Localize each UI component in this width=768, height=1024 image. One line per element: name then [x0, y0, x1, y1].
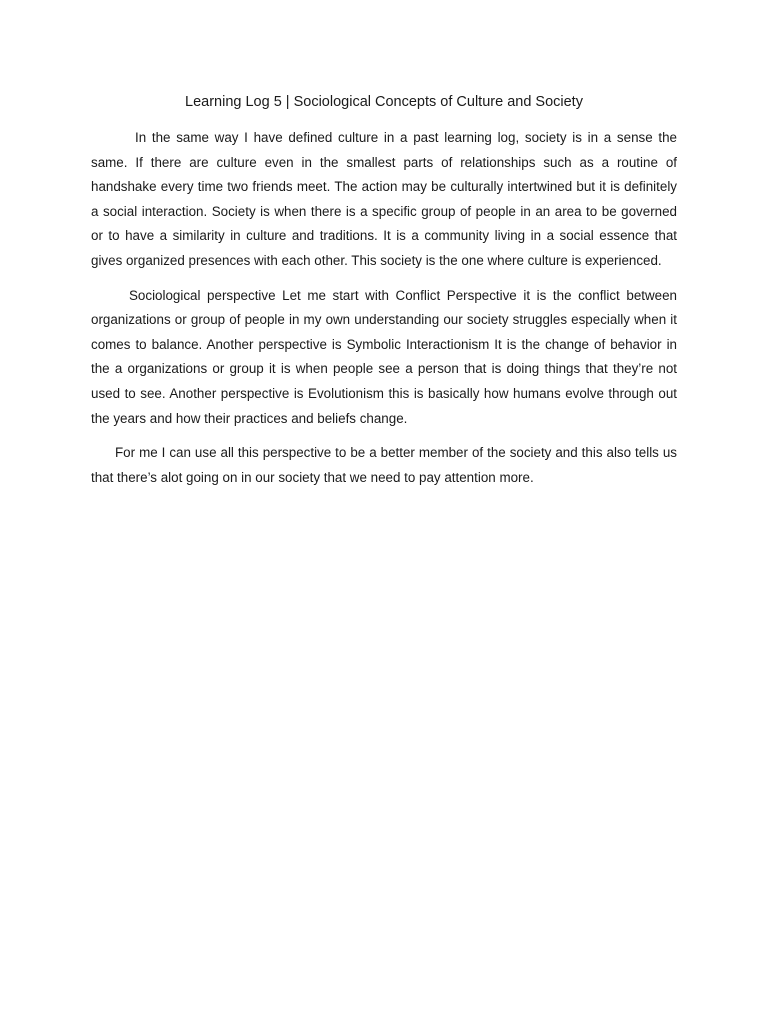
paragraph-conclusion: For me I can use all this perspective to be a better member of the society and this also tells us that there’s alot going on in our society that we need to pay attention more. [91, 445, 677, 485]
paragraph-culture-society: In the same way I have defined culture in a past learning log, society is in a sense the same. If there are culture even in the smallest parts of relationships such as a routine of handshake every time two friends meet. The action may be culturally intertwined but it is definitely a social interaction. Society is when there is a specific group of people in an area to be governed or to have a similarity in culture and traditions. It is a community living in a social essence that gives organized presences with each other. This society is the one where culture is experienced. [91, 130, 677, 268]
document-title: Learning Log 5 | Sociological Concepts of Culture and Society [185, 94, 583, 110]
paragraph-sociological-perspective: Sociological perspective Let me start with Conflict Perspective it is the conflict between organizations or group of people in my own understanding our society struggles especially when it comes to balance. Another perspective is Symbolic Interactionism It is the change of behavior in the a organizations or group it is when people see a person that is doing things that they’re not used to see. Another perspective is Evolutionism this is basically how humans evolve through out the years and how their practices and beliefs change. [91, 287, 677, 426]
document-body [91, 126, 677, 500]
